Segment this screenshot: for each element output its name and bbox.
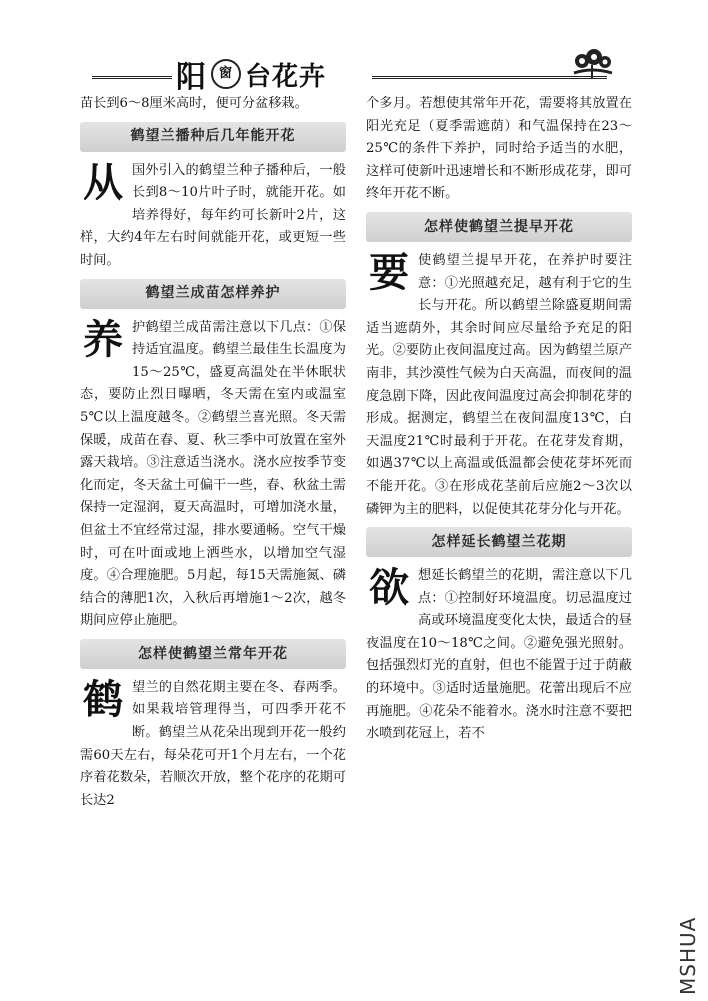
section-body [366, 565, 632, 746]
section-title [176, 56, 327, 95]
left-intro-text: 苗长到6～8厘米高时，便可分盆移栽。 [80, 96, 308, 111]
right-column [366, 93, 632, 746]
section-body [80, 677, 346, 813]
section-text: 护鹤望兰成苗需注意以下几点：①保持适宜温度。鹤望兰最佳生长温度为15～25℃，盛夏高温处在半休眠状态，要防止烈日曝晒，冬天需在室内或温室5℃以上温度越冬。②鹤望兰喜光照。冬天需保暖，成苗在春、夏、秋三季中可放置在室外露天栽培。③注意适当浇水。浇水应按季节变化而定，冬天盆土可偏干一些，春、秋盆土需保持一定湿润，夏天高温时，可增加浇水量，但盆土不宜经常过湿，排水要通畅。空气干燥时，可在叶面或地上洒些水，以增加空气湿度。④合理施肥。5月起，每15天需施氮、磷结合的薄肥1次，入秋后再增施1～2次，越冬期间应停止施肥。 [80, 319, 346, 629]
drop-cap: 养 [83, 316, 123, 363]
drop-cap: 从 [83, 159, 123, 206]
flower-logo-icon [568, 47, 616, 81]
drop-cap: 要 [369, 249, 409, 296]
section-text: 国外引入的鹤望兰种子播种后，一般长到8～10片叶子时，就能开花。如培养得好，每年约可长新叶2片，这样，大约4年左右时间就能开花，或更短一些时间。 [80, 162, 346, 268]
title-circle-char: 窗 [211, 59, 241, 89]
section-text: 想延长鹤望兰的花期，需注意以下几点：①控制好环境温度。切忌温度过高或环境温度变化太快，最适合的昼夜温度在10～18℃之间。②避免强光照射。包括强烈灯光的直射，但也不能置于过于荫蔽的环境中。③适时适量施肥。花蕾出现后不应再施肥。④花朵不能着水。浇水时注意不要把水喷到花冠上，若不 [366, 568, 632, 742]
page-header [92, 56, 612, 95]
header-rule-left [92, 76, 172, 79]
section-heading: 怎样使鹤望兰提早开花 [366, 212, 632, 242]
drop-cap: 欲 [369, 565, 409, 612]
section-body [80, 160, 346, 273]
section-heading: 怎样延长鹤望兰花期 [366, 527, 632, 557]
section-heading: 鹤望兰成苗怎样养护 [80, 279, 346, 309]
section-heading: 怎样使鹤望兰常年开花 [80, 639, 346, 669]
section-body [80, 317, 346, 633]
section-text: 望兰的自然花期主要在冬、春两季。如果栽培管理得当，可四季开花不断。鹤望兰从花朵出现到开花一般约需60天左右，每朵花可开1个月左右，一个花序着花数朵，若顺次开放，整个花序的花期可长达2 [80, 679, 346, 808]
title-part1: 阳 [176, 60, 207, 95]
watermark-text: MSHUA [676, 916, 700, 995]
title-part2: 台花卉 [245, 61, 327, 92]
section-text: 使鹤望兰提早开花，在养护时要注意：①光照越充足，越有利于它的生长与开花。所以鹤望兰除盛夏期间需适当遮荫外，其余时间应尽量给予充足的阳光。②要防止夜间温度过高。因为鹤望兰原产南非，其沙漠性气候为白天高温，而夜间的温度急剧下降，因此夜间温度过高会抑制花芽的形成。据测定，鹤望兰在夜间温度13℃，白天温度21℃时最利于开花。在花芽发育期，如遇37℃以上高温或低温都会使花芽坏死而不能开花。③在形成花茎前后应施2～3次以磷钾为主的肥料，以促使其花芽分化与开花。 [366, 252, 632, 517]
right-intro-text: 个多月。若想使其常年开花，需要将其放置在阳光充足（夏季需遮荫）和气温保持在23～25℃的条件下养护，同时给予适当的水肥，这样可使新叶迅速增长和不断形成花芽，即可终年开花不断。 [366, 96, 632, 202]
section-heading: 鹤望兰播种后几年能开花 [80, 122, 346, 152]
left-column [80, 93, 346, 812]
drop-cap: 鹤 [83, 676, 123, 723]
section-body [366, 250, 632, 521]
